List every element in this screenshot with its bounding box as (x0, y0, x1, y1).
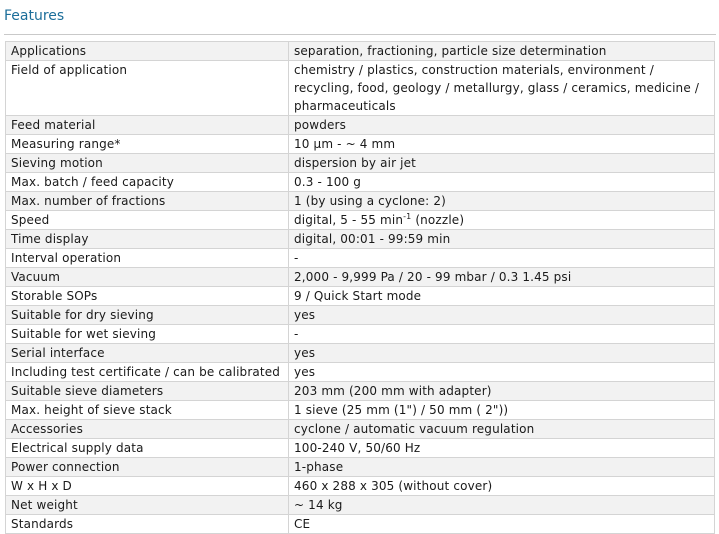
feature-label: Applications (6, 42, 289, 61)
feature-value: separation, fractioning, particle size determination (289, 42, 715, 61)
feature-value: 2,000 - 9,999 Pa / 20 - 99 mbar / 0.3 1.45 psi (289, 268, 715, 287)
feature-value: CE (289, 515, 715, 534)
feature-label: Electrical supply data (6, 439, 289, 458)
feature-label: Serial interface (6, 344, 289, 363)
table-row (6, 477, 715, 496)
table-row (6, 515, 715, 534)
table-row (6, 325, 715, 344)
feature-value: 1 sieve (25 mm (1") / 50 mm ( 2")) (289, 401, 715, 420)
feature-value: yes (289, 363, 715, 382)
feature-value: 100-240 V, 50/60 Hz (289, 439, 715, 458)
feature-label: Including test certificate / can be calibrated (6, 363, 289, 382)
feature-value: digital, 00:01 - 99:59 min (289, 230, 715, 249)
feature-value: powders (289, 116, 715, 135)
section-title: Features (4, 8, 65, 24)
table-row (6, 230, 715, 249)
table-row (6, 173, 715, 192)
feature-label: Storable SOPs (6, 287, 289, 306)
feature-label: Max. number of fractions (6, 192, 289, 211)
title-divider (4, 34, 716, 35)
table-row (6, 42, 715, 61)
table-row (6, 268, 715, 287)
feature-value: - (289, 249, 715, 268)
table-row (6, 306, 715, 325)
feature-value: yes (289, 306, 715, 325)
feature-label: Standards (6, 515, 289, 534)
table-row (6, 382, 715, 401)
feature-label: Sieving motion (6, 154, 289, 173)
feature-label: Speed (6, 211, 289, 230)
feature-label: Net weight (6, 496, 289, 515)
feature-label: Suitable sieve diameters (6, 382, 289, 401)
feature-label: Max. batch / feed capacity (6, 173, 289, 192)
feature-label: Power connection (6, 458, 289, 477)
table-row (6, 420, 715, 439)
table-row (6, 116, 715, 135)
feature-value: 9 / Quick Start mode (289, 287, 715, 306)
feature-label: Measuring range* (6, 135, 289, 154)
feature-value: - (289, 325, 715, 344)
feature-value: 0.3 - 100 g (289, 173, 715, 192)
table-row (6, 287, 715, 306)
features-table-body (6, 42, 715, 534)
feature-value-text: digital, 5 - 55 min (294, 213, 404, 227)
table-row (6, 211, 715, 230)
feature-value-superscript: -1 (403, 212, 412, 221)
feature-value: cyclone / automatic vacuum regulation (289, 420, 715, 439)
feature-value: chemistry / plastics, construction materials, environment / recycling, food, geology / metallurgy, glass / ceramics, medicine / pharmaceuticals (289, 61, 715, 116)
feature-value: yes (289, 344, 715, 363)
table-row (6, 496, 715, 515)
feature-label: W x H x D (6, 477, 289, 496)
feature-label: Vacuum (6, 268, 289, 287)
feature-label: Suitable for dry sieving (6, 306, 289, 325)
feature-label: Max. height of sieve stack (6, 401, 289, 420)
table-row (6, 249, 715, 268)
feature-value: 203 mm (200 mm with adapter) (289, 382, 715, 401)
feature-label: Accessories (6, 420, 289, 439)
feature-value (289, 211, 715, 230)
feature-value-suffix: (nozzle) (411, 213, 465, 227)
feature-value: ~ 14 kg (289, 496, 715, 515)
table-row (6, 458, 715, 477)
table-row (6, 154, 715, 173)
table-row (6, 344, 715, 363)
feature-label: Field of application (6, 61, 289, 116)
feature-label: Suitable for wet sieving (6, 325, 289, 344)
features-header (4, 6, 716, 35)
table-row (6, 192, 715, 211)
feature-label: Interval operation (6, 249, 289, 268)
feature-value: 1 (by using a cyclone: 2) (289, 192, 715, 211)
table-row (6, 61, 715, 116)
table-row (6, 135, 715, 154)
feature-label: Feed material (6, 116, 289, 135)
feature-value: 10 µm - ~ 4 mm (289, 135, 715, 154)
feature-label: Time display (6, 230, 289, 249)
table-row (6, 439, 715, 458)
table-row (6, 401, 715, 420)
table-row (6, 363, 715, 382)
feature-value: 460 x 288 x 305 (without cover) (289, 477, 715, 496)
feature-value: 1-phase (289, 458, 715, 477)
features-table (5, 41, 715, 534)
feature-value: dispersion by air jet (289, 154, 715, 173)
